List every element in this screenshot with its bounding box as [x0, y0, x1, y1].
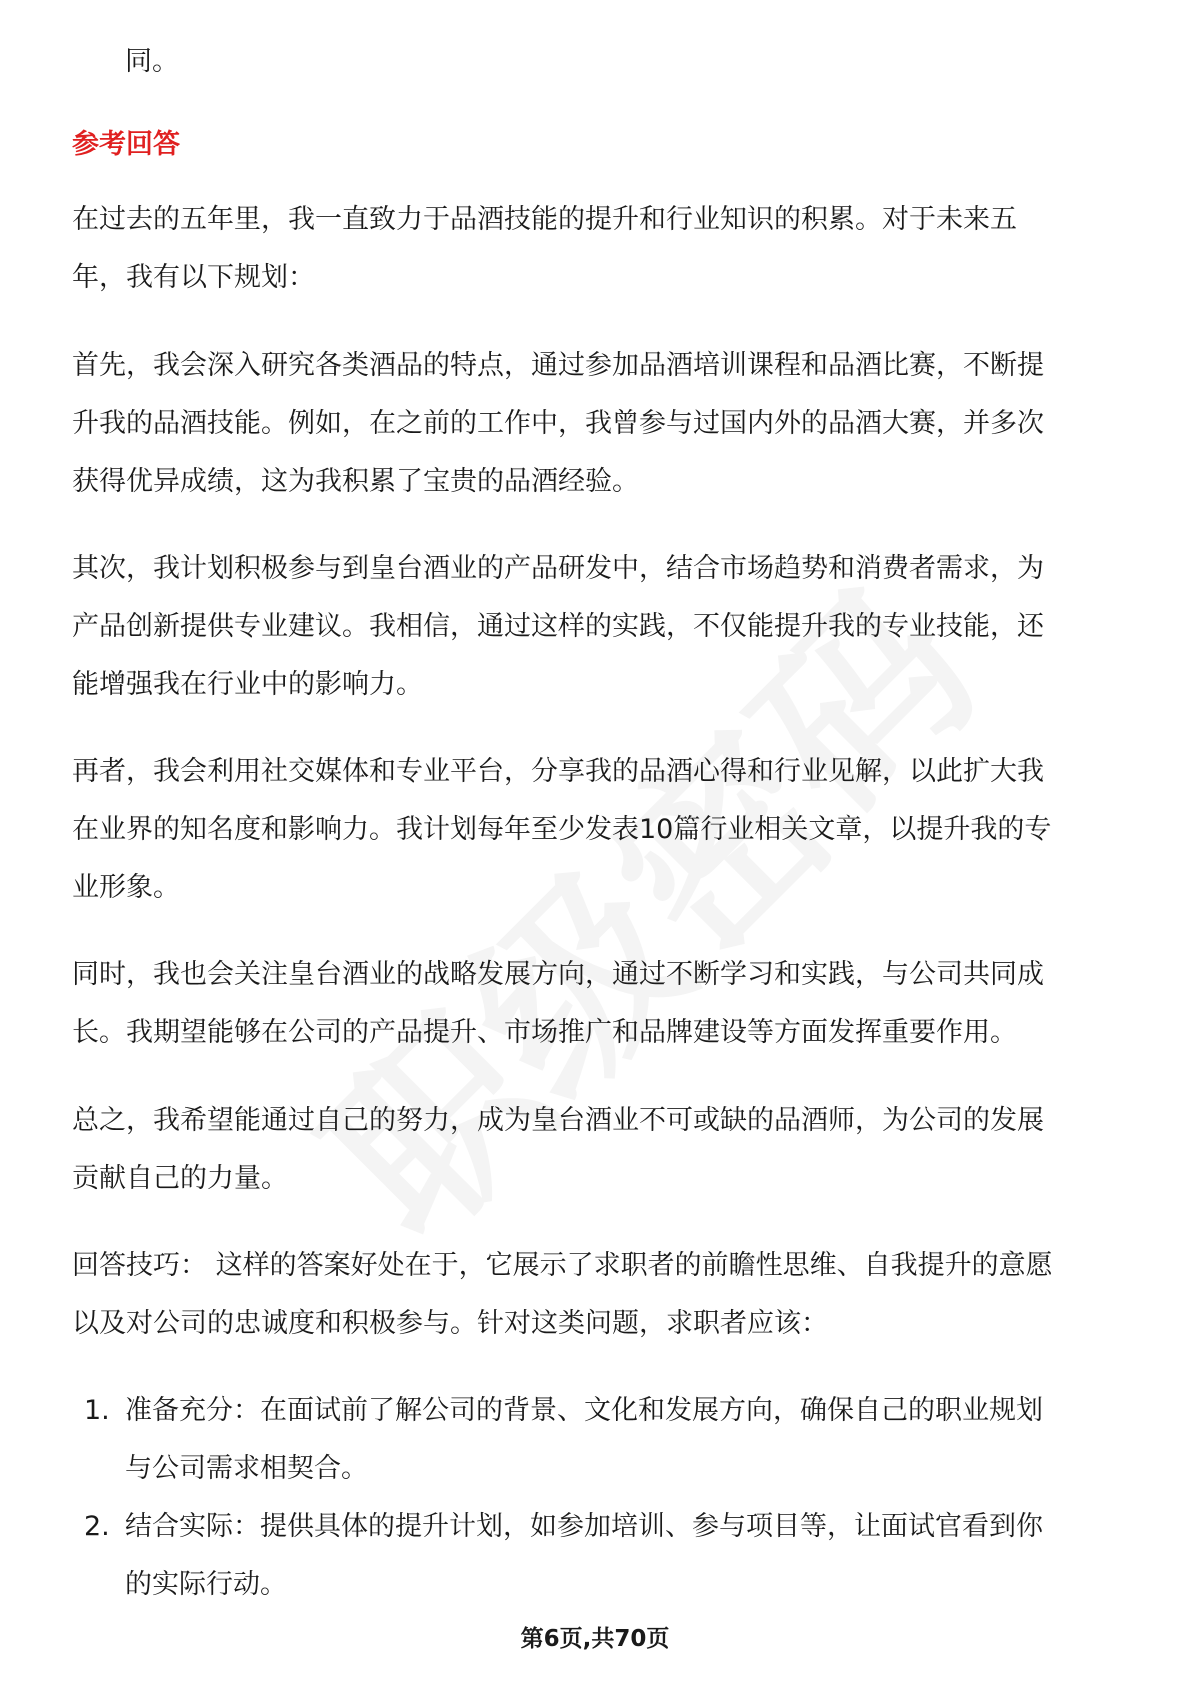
paragraph-line: 首先，我会深入研究各类酒品的特点，通过参加品酒培训课程和品酒比赛，不断提 [72, 350, 1044, 381]
list-number: 1. [84, 1395, 110, 1426]
paragraph-line: 以及对公司的忠诚度和积极参与。针对这类问题，求职者应该： [72, 1308, 828, 1339]
paragraph-line: 能增强我在行业中的影响力。 [72, 669, 423, 700]
paragraph-line: 其次，我计划积极参与到皇台酒业的产品研发中，结合市场趋势和消费者需求，为 [72, 553, 1044, 584]
paragraph-line: 业形象。 [72, 872, 180, 903]
paragraph-line: 再者，我会利用社交媒体和专业平台，分享我的品酒心得和行业见解，以此扩大我 [72, 756, 1044, 787]
paragraph-line: 产品创新提供专业建议。我相信，通过这样的实践，不仅能提升我的专业技能，还 [72, 611, 1044, 642]
paragraph-line: 贡献自己的力量。 [72, 1163, 288, 1194]
list-item-line: 准备充分：在面试前了解公司的背景、文化和发展方向，确保自己的职业规划 [125, 1395, 1043, 1426]
intro-tail-text: 同。 [125, 46, 179, 77]
paragraph-line: 在过去的五年里，我一直致力于品酒技能的提升和行业知识的积累。对于未来五 [72, 204, 1017, 235]
page-footer: 第6页,共70页 [520, 1626, 670, 1652]
paragraph-line: 长。我期望能够在公司的产品提升、市场推广和品牌建设等方面发挥重要作用。 [72, 1017, 1017, 1048]
section-heading: 参考回答 [72, 129, 180, 160]
paragraph-line: 获得优异成绩，这为我积累了宝贵的品酒经验。 [72, 466, 639, 497]
paragraph-line: 同时，我也会关注皇台酒业的战略发展方向，通过不断学习和实践，与公司共同成 [72, 959, 1044, 990]
paragraph-line: 升我的品酒技能。例如，在之前的工作中，我曾参与过国内外的品酒大赛，并多次 [72, 408, 1044, 439]
paragraph-line: 年，我有以下规划： [72, 262, 315, 293]
paragraph-line: 回答技巧： 这样的答案好处在于，它展示了求职者的前瞻性思维、自我提升的意愿 [72, 1250, 1053, 1281]
list-item-line: 与公司需求相契合。 [125, 1453, 368, 1484]
list-number: 2. [84, 1511, 110, 1542]
list-item-line: 的实际行动。 [125, 1569, 287, 1600]
list-item-line: 结合实际：提供具体的提升计划，如参加培训、参与项目等，让面试官看到你 [125, 1511, 1043, 1542]
paragraph-line: 在业界的知名度和影响力。我计划每年至少发表10篇行业相关文章，以提升我的专 [72, 814, 1052, 845]
paragraph-line: 总之，我希望能通过自己的努力，成为皇台酒业不可或缺的品酒师，为公司的发展 [72, 1105, 1044, 1136]
